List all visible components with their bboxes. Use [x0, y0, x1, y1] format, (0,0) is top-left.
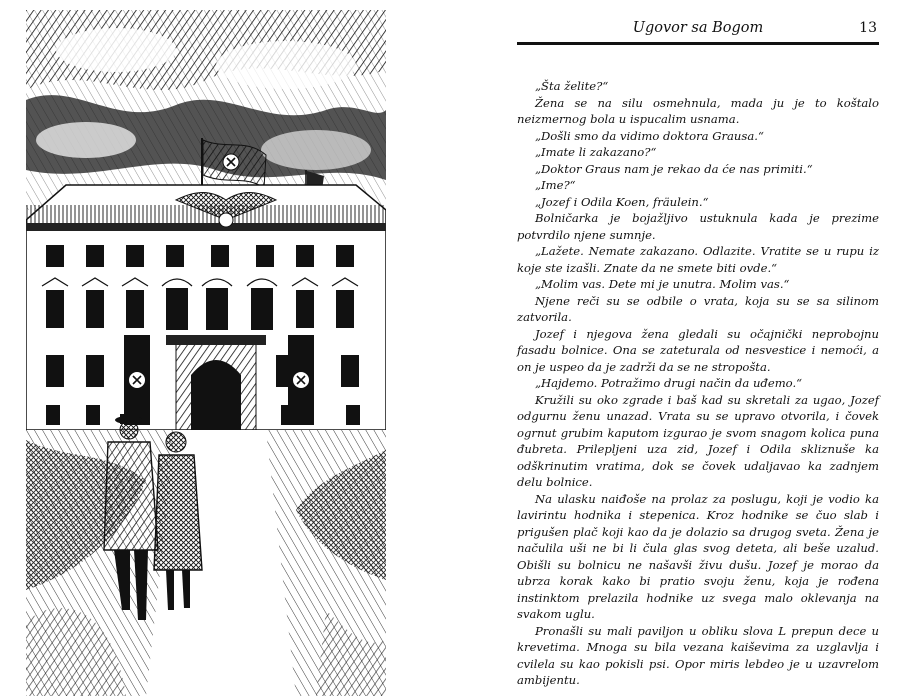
paragraph: Jozef i njegova žena gledali su očajnički neprobojnu fasadu bolnice. Ona se zateturala od nesvestice i nemoći, a on je uspeo da je zadrži da se ne stropošta. — [517, 326, 879, 374]
building-illustration — [26, 10, 386, 696]
header-rule — [517, 42, 879, 45]
paragraph: Bolničarka je bojažljivo ustuknula kada je prezime potvrdilo njene sumnje. — [517, 211, 879, 242]
running-head-title: Ugovor sa Bogom — [632, 20, 764, 36]
paragraph: Kružili su oko zgrade i baš kad su skretali za ugao, Jozef odgurnu ženu unazad. Vrata su se upravo otvorila, i čovek ogrnut grubim kaputom izgurao je svom snagom kolica puna đubreta. Prilepljeni uza zid, Jozef i Odila skliznuše ka odškrinutim vratima, dok se čovek udaljavao ka zadnjem delu bolnice. — [517, 392, 879, 489]
paragraph: „Ime?“ — [535, 178, 576, 192]
paragraph: Na ulasku naiđoše na prolaz za poslugu, koji je vodio ka lavirintu hodnika i stepenica. Kroz hodnike se čuo slab i prigušen plač koji kao da je dolazio sa drugog sveta. Žena je načulila uši ne bi li čula glas svog deteta, ali beše uzalud. Obišli su bolnicu ne našavši živu dušu. Jozef je morao da ubrza korak kako bi pratio svoju ženu, koja je rođena instinktom prelazila hodnike uz svega malo oklevanja na svakom uglu. — [517, 491, 879, 621]
illustration-svg — [26, 10, 386, 696]
paragraph: „Imate li zakazano?“ — [535, 145, 657, 159]
paragraph: „Molim vas. Dete mi je unutra. Molim vas.“ — [535, 277, 790, 291]
paragraph: „Jozef i Odila Koen, fräulein.“ — [535, 194, 709, 209]
paragraph: „Doktor Graus nam je rekao da će nas primiti.“ — [535, 161, 813, 176]
running-head — [517, 18, 879, 42]
paragraph: „Hajdemo. Potražimo drugi način da uđemo.“ — [535, 376, 803, 390]
body-text — [517, 78, 879, 689]
paragraph: Žena se na silu osmehnula, mada ju je to koštalo neizmernog bola u ispucalim usnama. — [517, 95, 879, 126]
paragraph: Njene reči su se odbile o vrata, koja su se sa silinom zatvorila. — [517, 293, 879, 324]
paragraph: „Lažete. Nemate zakazano. Odlazite. Vratite se u rupu iz koje ste izašli. Znate da ne smete biti ovde.“ — [517, 244, 879, 275]
paragraph: „Došli smo da vidimo doktora Grausa.“ — [535, 128, 764, 143]
paragraph: Pronašli su mali paviljon u obliku slova L prepun dece u krevetima. Mnoga su bila vezana kaiševima za uzglavlja i cvilela su kao pokisli psi. Opor miris lebdeo je u uzavrelom ambijentu. — [517, 623, 879, 687]
page-number: 13 — [859, 20, 877, 36]
paragraph: „Šta želite?“ — [535, 79, 609, 93]
